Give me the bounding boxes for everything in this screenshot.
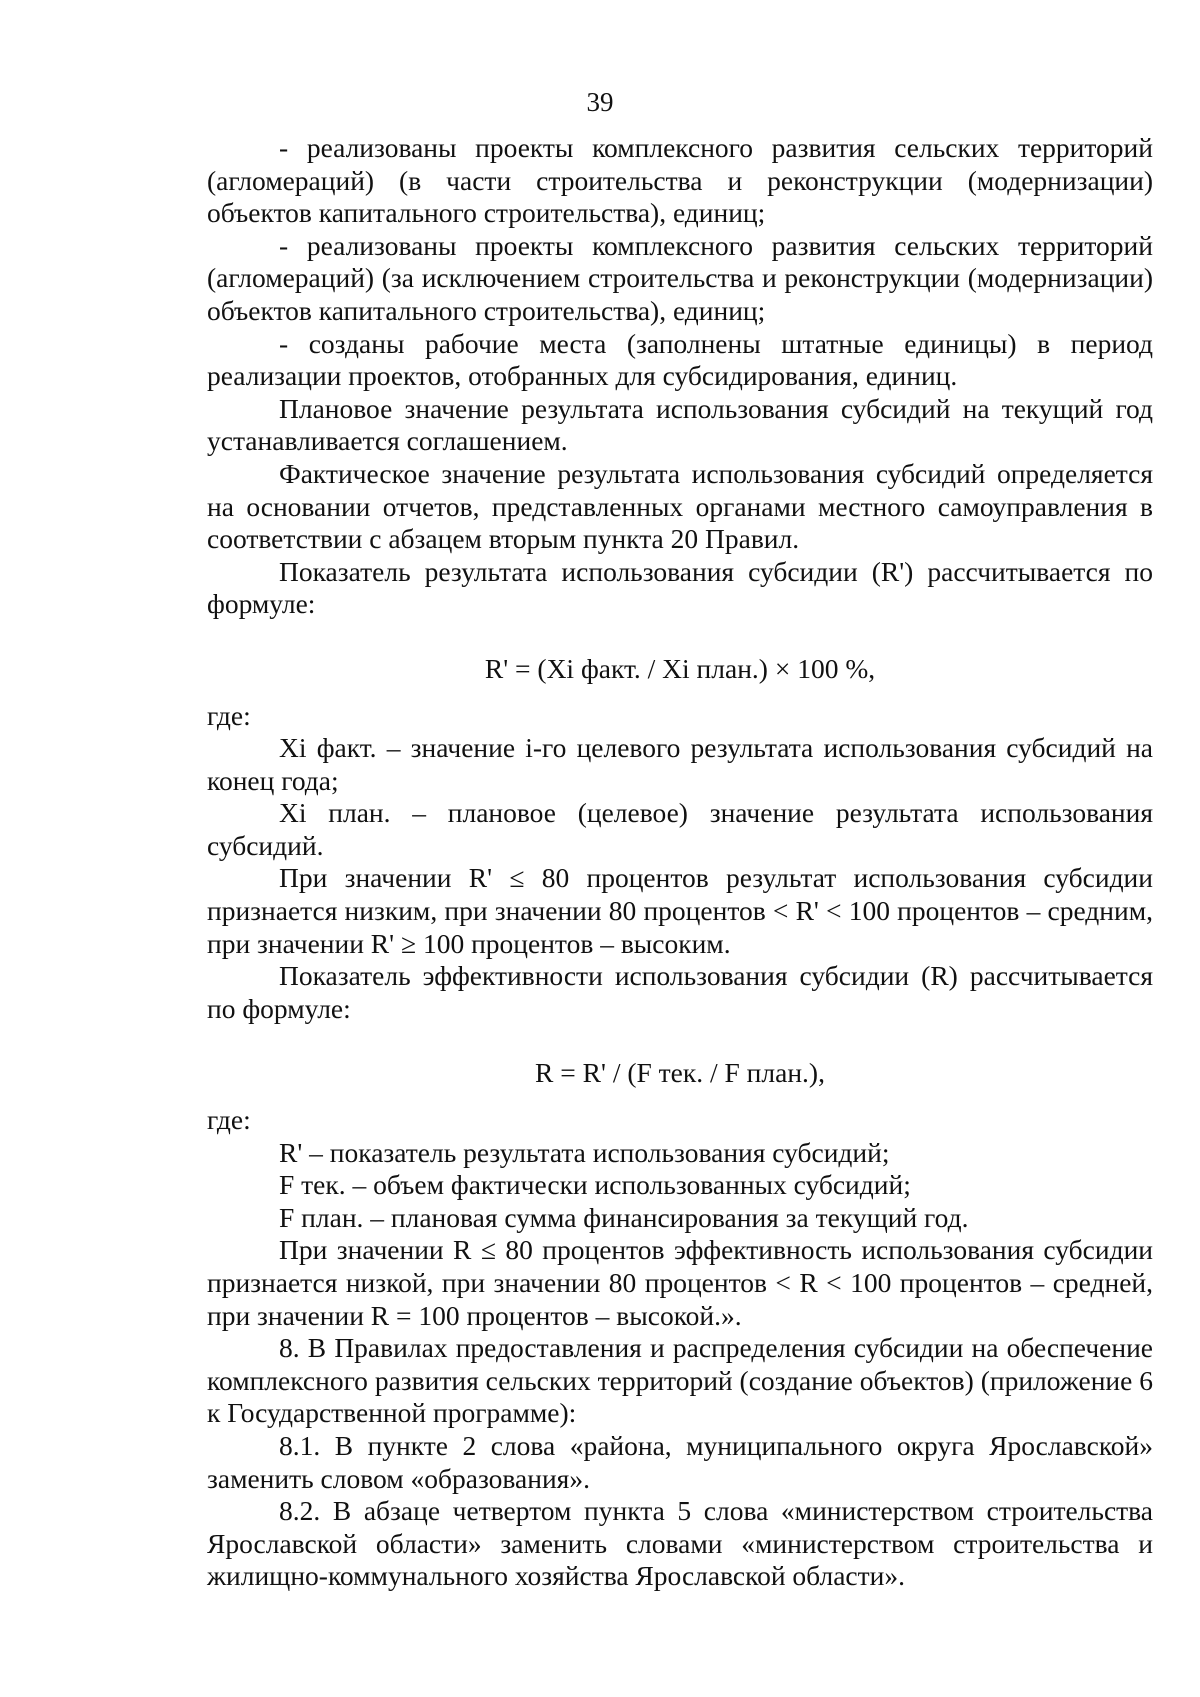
paragraph-r-prime-definition: R' – показатель результата использования субсидий; [279, 1136, 890, 1168]
paragraph-actual-value: Фактическое значение результата использования субсидий определяется на основании отчетов, представленных органами местного самоуправления в соответствии с абзацем вторым пункта 20 Правил. [207, 457, 1153, 555]
paragraph-planned-value: Плановое значение результата использования субсидий на текущий год устанавливается соглашением. [207, 392, 1153, 457]
paragraph-item-8-2: 8.2. В абзаце четвертом пункта 5 слова «министерством строительства Ярославской области» заменить словами «министерством строительства и жилищно-коммунального хозяйства Ярославской области». [207, 1495, 1153, 1592]
paragraph-result-thresholds: При значении R' ≤ 80 процентов результат использования субсидии признается низким, при значении 80 процентов < R' < 100 процентов – средним, при значении R' ≥ 100 процентов – высоким. [207, 862, 1153, 959]
formula-where-label: где: [207, 699, 251, 731]
paragraph-result-indicator-intro: Показатель результата использования субсидии (R') рассчитывается по формуле: [207, 555, 1153, 620]
document-body [207, 132, 1153, 1593]
paragraph-item-8: 8. В Правилах предоставления и распределения субсидии на обеспечение комплексного развития сельских территорий (создание объектов) (приложение 6 к Государственной программе): [207, 1332, 1153, 1429]
paragraph-f-current-definition: F тек. – объем фактически использованных субсидий; [279, 1169, 911, 1201]
paragraph-xi-plan-definition: Xi план. – плановое (целевое) значение результата использования субсидий. [207, 797, 1153, 861]
paragraph-xi-fact-definition: Xi факт. – значение i-го целевого результата использования субсидий на конец года; [207, 732, 1153, 796]
formula-efficiency-indicator: R = R' / (F тек. / F план.), [535, 1057, 825, 1089]
formula-result-indicator: R' = (Xi факт. / Xi план.) × 100 %, [484, 652, 876, 684]
page-number: 39 [586, 87, 614, 117]
paragraph-f-plan-definition: F план. – плановая сумма финансирования за текущий год. [279, 1201, 969, 1233]
paragraph-result-complex-development-construction: - реализованы проекты комплексного развития сельских территорий (агломераций) (в части строительства и реконструкции (модернизации) объектов капитального строительства), единиц; [207, 132, 1153, 229]
paragraph-efficiency-indicator-intro: Показатель эффективности использования субсидии (R) рассчитывается по формуле: [207, 960, 1153, 1024]
formula-where-label: где: [207, 1104, 251, 1136]
paragraph-result-jobs-created: - созданы рабочие места (заполнены штатные единицы) в период реализации проектов, отобранных для субсидирования, единиц. [207, 327, 1153, 392]
paragraph-item-8-1: 8.1. В пункте 2 слова «района, муниципального округа Ярославской» заменить словом «образования». [207, 1429, 1153, 1494]
paragraph-efficiency-thresholds: При значении R ≤ 80 процентов эффективность использования субсидии признается низкой, при значении 80 процентов < R < 100 процентов – средней, при значении R = 100 процентов – высокой.». [207, 1234, 1153, 1331]
paragraph-result-complex-development-other: - реализованы проекты комплексного развития сельских территорий (агломераций) (за исключением строительства и реконструкции (модернизации) объектов капитального строительства), единиц; [207, 229, 1153, 326]
